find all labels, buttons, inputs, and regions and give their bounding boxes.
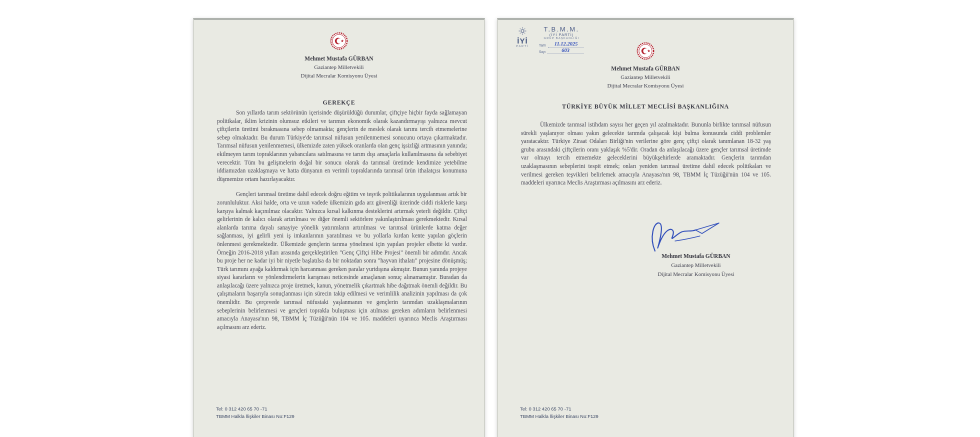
iyi-parti-group-stamp — [511, 26, 584, 54]
stamp-date-label: Tarih — [539, 44, 547, 48]
sender-name: Mehmet Mustafa GÜRBAN — [304, 56, 374, 62]
sender-committee: Dijital Mecralar Komisyonu Üyesi — [607, 83, 684, 89]
iyi-logo-subtext: PARTİ — [516, 45, 529, 48]
sender-title: Gaziantep Milletvekili — [620, 74, 671, 81]
signer-title: Gaziantep Milletvekili — [671, 262, 721, 269]
document-page-gerekce — [193, 18, 485, 437]
signature-scribble — [644, 218, 734, 256]
footer-tel: Tel: 0 312 420 65 70 -71 — [216, 406, 268, 412]
recipient-heading: TÜRKİYE BÜYÜK MİLLET MECLİSİ BAŞKANLIĞINA — [562, 103, 729, 110]
iyi-logo-text: İYİ — [517, 37, 528, 46]
stamp-number-label: Sayı — [539, 50, 546, 54]
page-footer — [216, 406, 294, 421]
sender-block — [498, 65, 793, 91]
document-page-petition — [497, 18, 794, 437]
stamp-office: GRUP BAŞKANLIĞI — [543, 37, 580, 40]
sun-icon — [519, 27, 527, 35]
tbmm-seal-icon — [330, 32, 348, 50]
gerekce-heading: GEREKÇE — [322, 99, 356, 106]
signer-block — [621, 252, 771, 279]
stamp-number-value: 603 — [548, 49, 584, 55]
sender-name: Mehmet Mustafa GÜRBAN — [611, 66, 680, 72]
stamp-text-block — [539, 26, 584, 54]
sender-block — [194, 55, 484, 81]
footer-tel: Tel: 0 312 420 65 70 -71 — [520, 406, 572, 412]
stamp-date-row — [539, 42, 584, 48]
footer-address: TBMM Halkla İlişkiler Binası No:F129 — [520, 413, 599, 420]
paragraph: Ülkemizde tarımsal istihdam sayısı her geçen yıl azalmaktadır. Bununla birlikte tarımsal nüfusun sürekli yaşlanıyor olması yakın gelecekte tarımda çalışacak kişi bulma konusunda ciddi problemler yaratacaktır. Türkiye Ziraat Odaları Birliği'nin verilerine göre genç çiftçi olarak tanımlanan 18-32 yaş grubu arasındaki çiftçilerin oranı yaklaşık %5'dir. Oradan da anlaşılacağı üzere gençler tarımsal üretimde var olmayı tercih etmemekte geleceklerini büyükşehirlerde aramaktadır. Gençlerin tarımdan uzaklaşmasının sebeplerini tespit etmek; onları yeniden tarımsal üretime dahil edecek politikaları ve verilmesi gereken teşvikleri belirlemek amacıyla Anayasa'nın 98, TBMM İç Tüzüğü'nün 104 ve 105. maddeleri uyarınca Meclis Araştırması açılmasını arz ederiz. — [521, 121, 771, 187]
paragraph: Gençleri tarımsal üretime dahil edecek doğru eğitim ve teşvik politikalarının uygulanması artık bir zorunluluktur. Aksi halde, orta ve uzun vadede ülkemizin gıda arz güvenliği üzerinde ciddi risklerle karşı karşıya kalmak kaçınılmaz olacaktır. Yalnızca kırsal kalkınma desteklerini artırmak yeterli değildir. Çiftçi gelirlerinin de kalıcı olarak artırılması ve diğer önemli sektörlere yakınlaştırılması gerekmektedir. Kırsal alanlarda tarıma dayalı sanayiye yönelik yatırımların artırılması ve tarımsal ürünlerde katma değer sağlanması, iyi gelirli yeni iş imkanlarının yaratılması ve bu yollarla kırdan kente yapılan göçlerin önlenmesi gerekmektedir. Ülkemizde gençlerin tarıma yönelmesi için yapılan projeler elbette ki vardır. Örneğin 2016-2018 yılları arasında gerçekleştirilen "Genç Çiftçi Hibe Projesi" önemli bir adımdır. Ancak bu proje her ne kadar iyi bir niyetle başlatılsa da bir noktadan sonra "hayvan ithalatı" projesine dönüşmüş; Türk tarımını ayağa kaldırmak için harcanması gereken paralar yurtdışına akmıştır. Bunun yanında projeye siyasi kararların ve yönlendirmelerin karışması neticesinde amaçlanan sonuç alınamamıştır. Buradan da anlaşılacağı üzere yalnızca proje üretmek, kanun, yönetmelik çıkartmak hibe dağıtmak önemli değildir. Bu çalışmaların başarıyla sonuçlanması için sürecin takip edilmesi ve verimlilik analizinin yapılması da çok önemlidir. Bu çerçevede tarımsal nüfustaki yaşlanmanın ve gençlerin tarımdan uzaklaşmalarının sebeplerinin belirlenmesi ve gençleri toprakla buluşması için atılması gereken adımların belirlenmesi amacıyla Anayasa'nın 98, TBMM İç Tüzüğü'nün 104 ve 105. maddeleri uyarınca Meclis Araştırması açılmasını arz ederiz. — [217, 191, 467, 331]
signer-name: Mehmet Mustafa GÜRBAN — [661, 253, 731, 260]
stamp-date-value: 11.12.2025 — [548, 42, 584, 48]
tbmm-seal-icon — [637, 42, 655, 60]
signer-committee: Dijital Mecralar Komisyonu Üyesi — [657, 271, 735, 278]
iyi-parti-logo — [511, 26, 534, 54]
gerekce-body — [217, 109, 467, 339]
sender-title: Gaziantep Milletvekili — [314, 64, 364, 71]
footer-address: TBMM Halkla İlişkiler Binası No:F129 — [216, 413, 295, 420]
stamp-org: T.B.M.M. — [543, 25, 580, 33]
petition-body — [521, 121, 771, 194]
stamp-number-row — [539, 49, 584, 55]
page-footer — [520, 406, 598, 421]
sender-committee: Dijital Mecralar Komisyonu Üyesi — [300, 73, 378, 79]
stamp-party: (İYİ PARTİ) — [549, 32, 574, 37]
paragraph: Son yıllarda tarım sektörünün içerisinde düşürüldüğü durumlar, çiftçiye hiçbir fayda sağlamayan politikalar, iklim krizinin olumsuz etkileri ve tarımın ekonomik olarak kazandırmayışı yalnızca mevcut çiftçilerin üretimi bırakmasına sebep olmamakta; gençlerin de meslek olarak tarımı tercih etmemelerine sebep olmaktadır. Bu durum Türkiye'de tarımsal nüfusun yenilenmemesi sonucunu ortaya çıkarmaktadır. Tarımsal nüfusun yenilenmemesi, ülkemizde zaten yüksek oranlarda olan genç işsizliği artmasının yanında; ekilmeyen tarım topraklarının yabancılara satılmasına ve tarım dışı amaçlarla kullanılmasına da sebebiyet verecektir. Tüm bu gelişmelerin doğal bir sonucu olarak da tarımsal üretimde kendimize yetebilme iddiamızdan uzaklaşmaya ve hatta dünyanın en verimli topraklarında tarımsal ürün ithalatçısı konumuna düşmemize ortam hazırlayacaktır. — [217, 109, 467, 183]
